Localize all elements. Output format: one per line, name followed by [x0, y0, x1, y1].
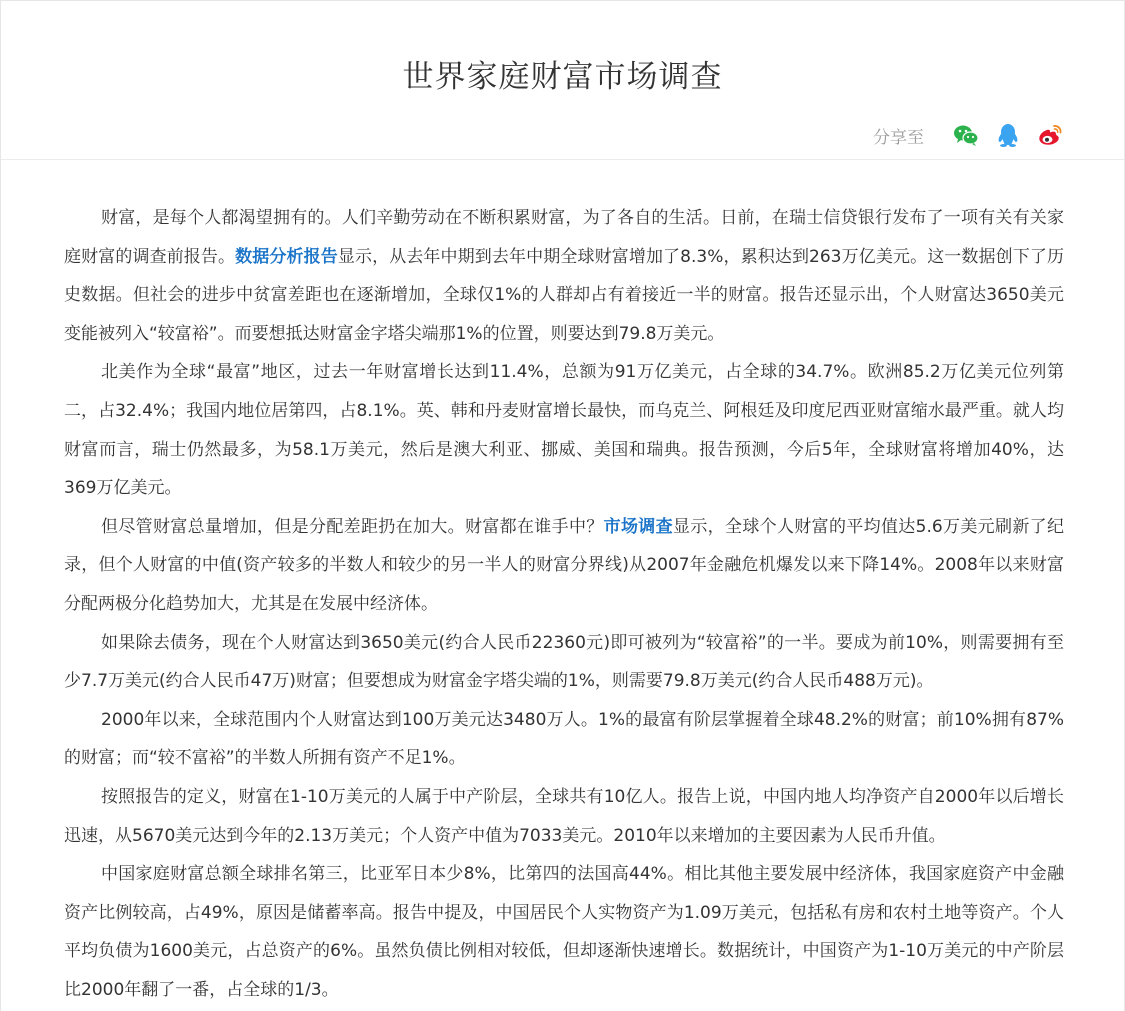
wechat-icon[interactable] [952, 121, 980, 149]
paragraph-7: 中国家庭财富总额全球排名第三，比亚军日本少8%，比第四的法国高44%。相比其他主要发展中经济体，我国家庭资产中金融资产比例较高，占49%，原因是储蓄率高。报告中提及，中国居民个人实物资产为1.09万美元，包括私有房和农村土地等资产。个人平均负债为1600美元，占总资产的6%。虽然负债比例相对较低，但却逐渐快速增长。数据统计，中国资产为1-10万美元的中产阶层比2000年翻了一番，占全球的1/3。 [64, 864, 1064, 1000]
paragraph-5: 2000年以来，全球范围内个人财富达到100万美元达3480万人。1%的最富有阶层掌握着全球48.2%的财富；前10%拥有87%的财富；而“较不富裕”的半数人所拥有资产不足1%。 [64, 709, 1064, 769]
share-bar [873, 119, 1064, 151]
article-body [64, 199, 1064, 1009]
paragraph-4: 如果除去债务，现在个人财富达到3650美元(约合人民币22360元)即可被列为“较富裕”的一半。要成为前10%，则需要拥有至少7.7万美元(约合人民币47万)财富；但要想成为财富金字塔尖端的1%，则需要79.8万美元(约合人民币488万元)。 [64, 632, 1064, 692]
qq-icon[interactable] [994, 121, 1022, 149]
share-label: 分享至 [873, 127, 924, 148]
paragraph-6: 按照报告的定义，财富在1-10万美元的人属于中产阶层，全球共有10亿人。报告上说，中国内地人均净资产自2000年以后增长迅速，从5670美元达到今年的2.13万美元；个人资产中值为7033美元。2010年以来增加的主要因素为人民币升值。 [64, 786, 1064, 846]
data-analysis-report-link[interactable]: 数据分析报告 [235, 246, 338, 267]
weibo-icon[interactable] [1036, 121, 1064, 149]
paragraph-3 [64, 508, 1064, 624]
page-title: 世界家庭财富市场调查 [402, 59, 723, 95]
paragraph-text: 但尽管财富总量增加，但是分配差距扔在加大。财富都在谁手中？ [101, 516, 604, 537]
paragraph-text: 显示，从去年中期到去年中期全球财富增加了8.3%，累积达到263万亿美元。这一数据创下了历史数据。但社会的进步中贫富差距也在逐渐增加，全球仅1%的人群却占有着接近一半的财富。报告还显示出，个人财富达3650美元变能被列入“较富裕”。而要想抵达财富金字塔尖端那1%的位置，则要达到79.8万美元。 [64, 246, 1065, 344]
market-survey-link[interactable]: 市场调查 [603, 516, 673, 537]
article-header [1, 1, 1124, 160]
paragraph-2: 北美作为全球“最富”地区，过去一年财富增长达到11.4%，总额为91万亿美元，占全球的34.7%。欧洲85.2万亿美元位列第二，占32.4%；我国内地位居第四，占8.1%。英、韩和丹麦财富增长最快，而乌克兰、阿根廷及印度尼西亚财富缩水最严重。就人均财富而言，瑞士仍然最多，为58.1万美元，然后是澳大利亚、挪威、美国和瑞典。报告预测，今后5年，全球财富将增加40%，达369万亿美元。 [64, 362, 1064, 499]
paragraph-text: 财富，是每个人都渴望拥有的。人们辛勤劳动在不断积累财富，为了各自的生活。日前，在瑞士信贷银行发布了一项有关有关家庭财富的调查前报告。 [64, 208, 1064, 267]
paragraph-1 [64, 199, 1064, 353]
paragraph-text: 显示，全球个人财富的平均值达5.6万美元刷新了纪录，但个人财富的中值(资产较多的半数人和较少的另一半人的财富分界线)从2007年金融危机爆发以来下降14%。2008年以来财富分配两极分化趋势加大，尤其是在发展中经济体。 [64, 516, 1065, 614]
